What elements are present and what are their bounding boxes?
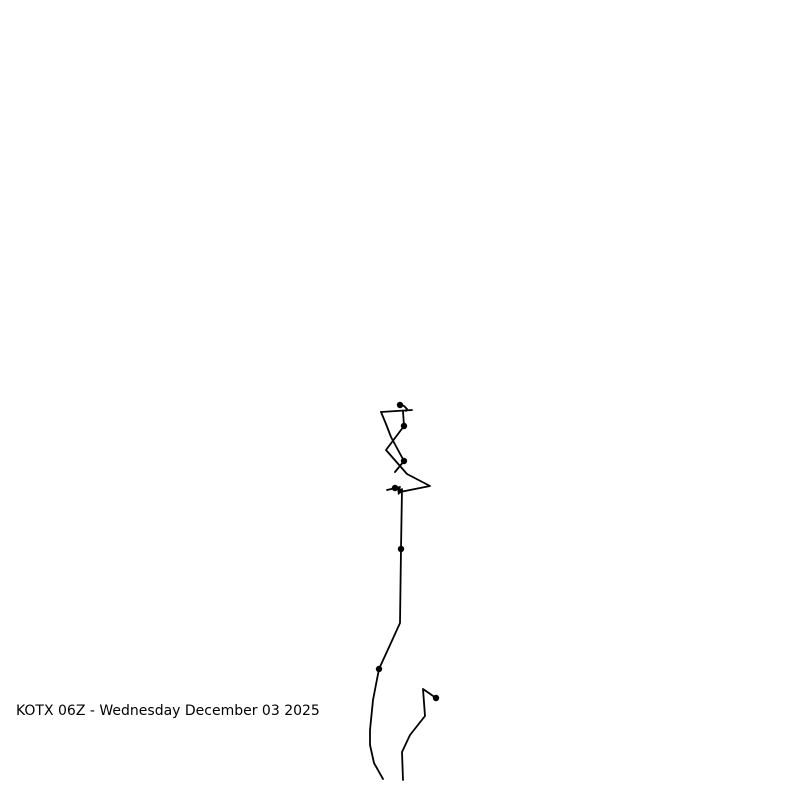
level-marker-dot-2 [401,458,407,464]
level-marker-dot-6 [433,695,439,701]
plot-title: KOTX 06Z - Wednesday December 03 2025 [16,703,320,719]
level-marker-dot-4 [398,546,404,552]
level-marker-dot-5 [376,666,382,672]
trace-segment-right-branch [402,689,436,780]
trace-segment-main-descent [370,489,402,779]
trace-segment-zigzag [386,411,430,492]
trace-segment-top-horizontal [381,410,412,412]
level-marker-dot-0 [397,402,403,408]
level-marker-dot-1 [401,423,407,429]
